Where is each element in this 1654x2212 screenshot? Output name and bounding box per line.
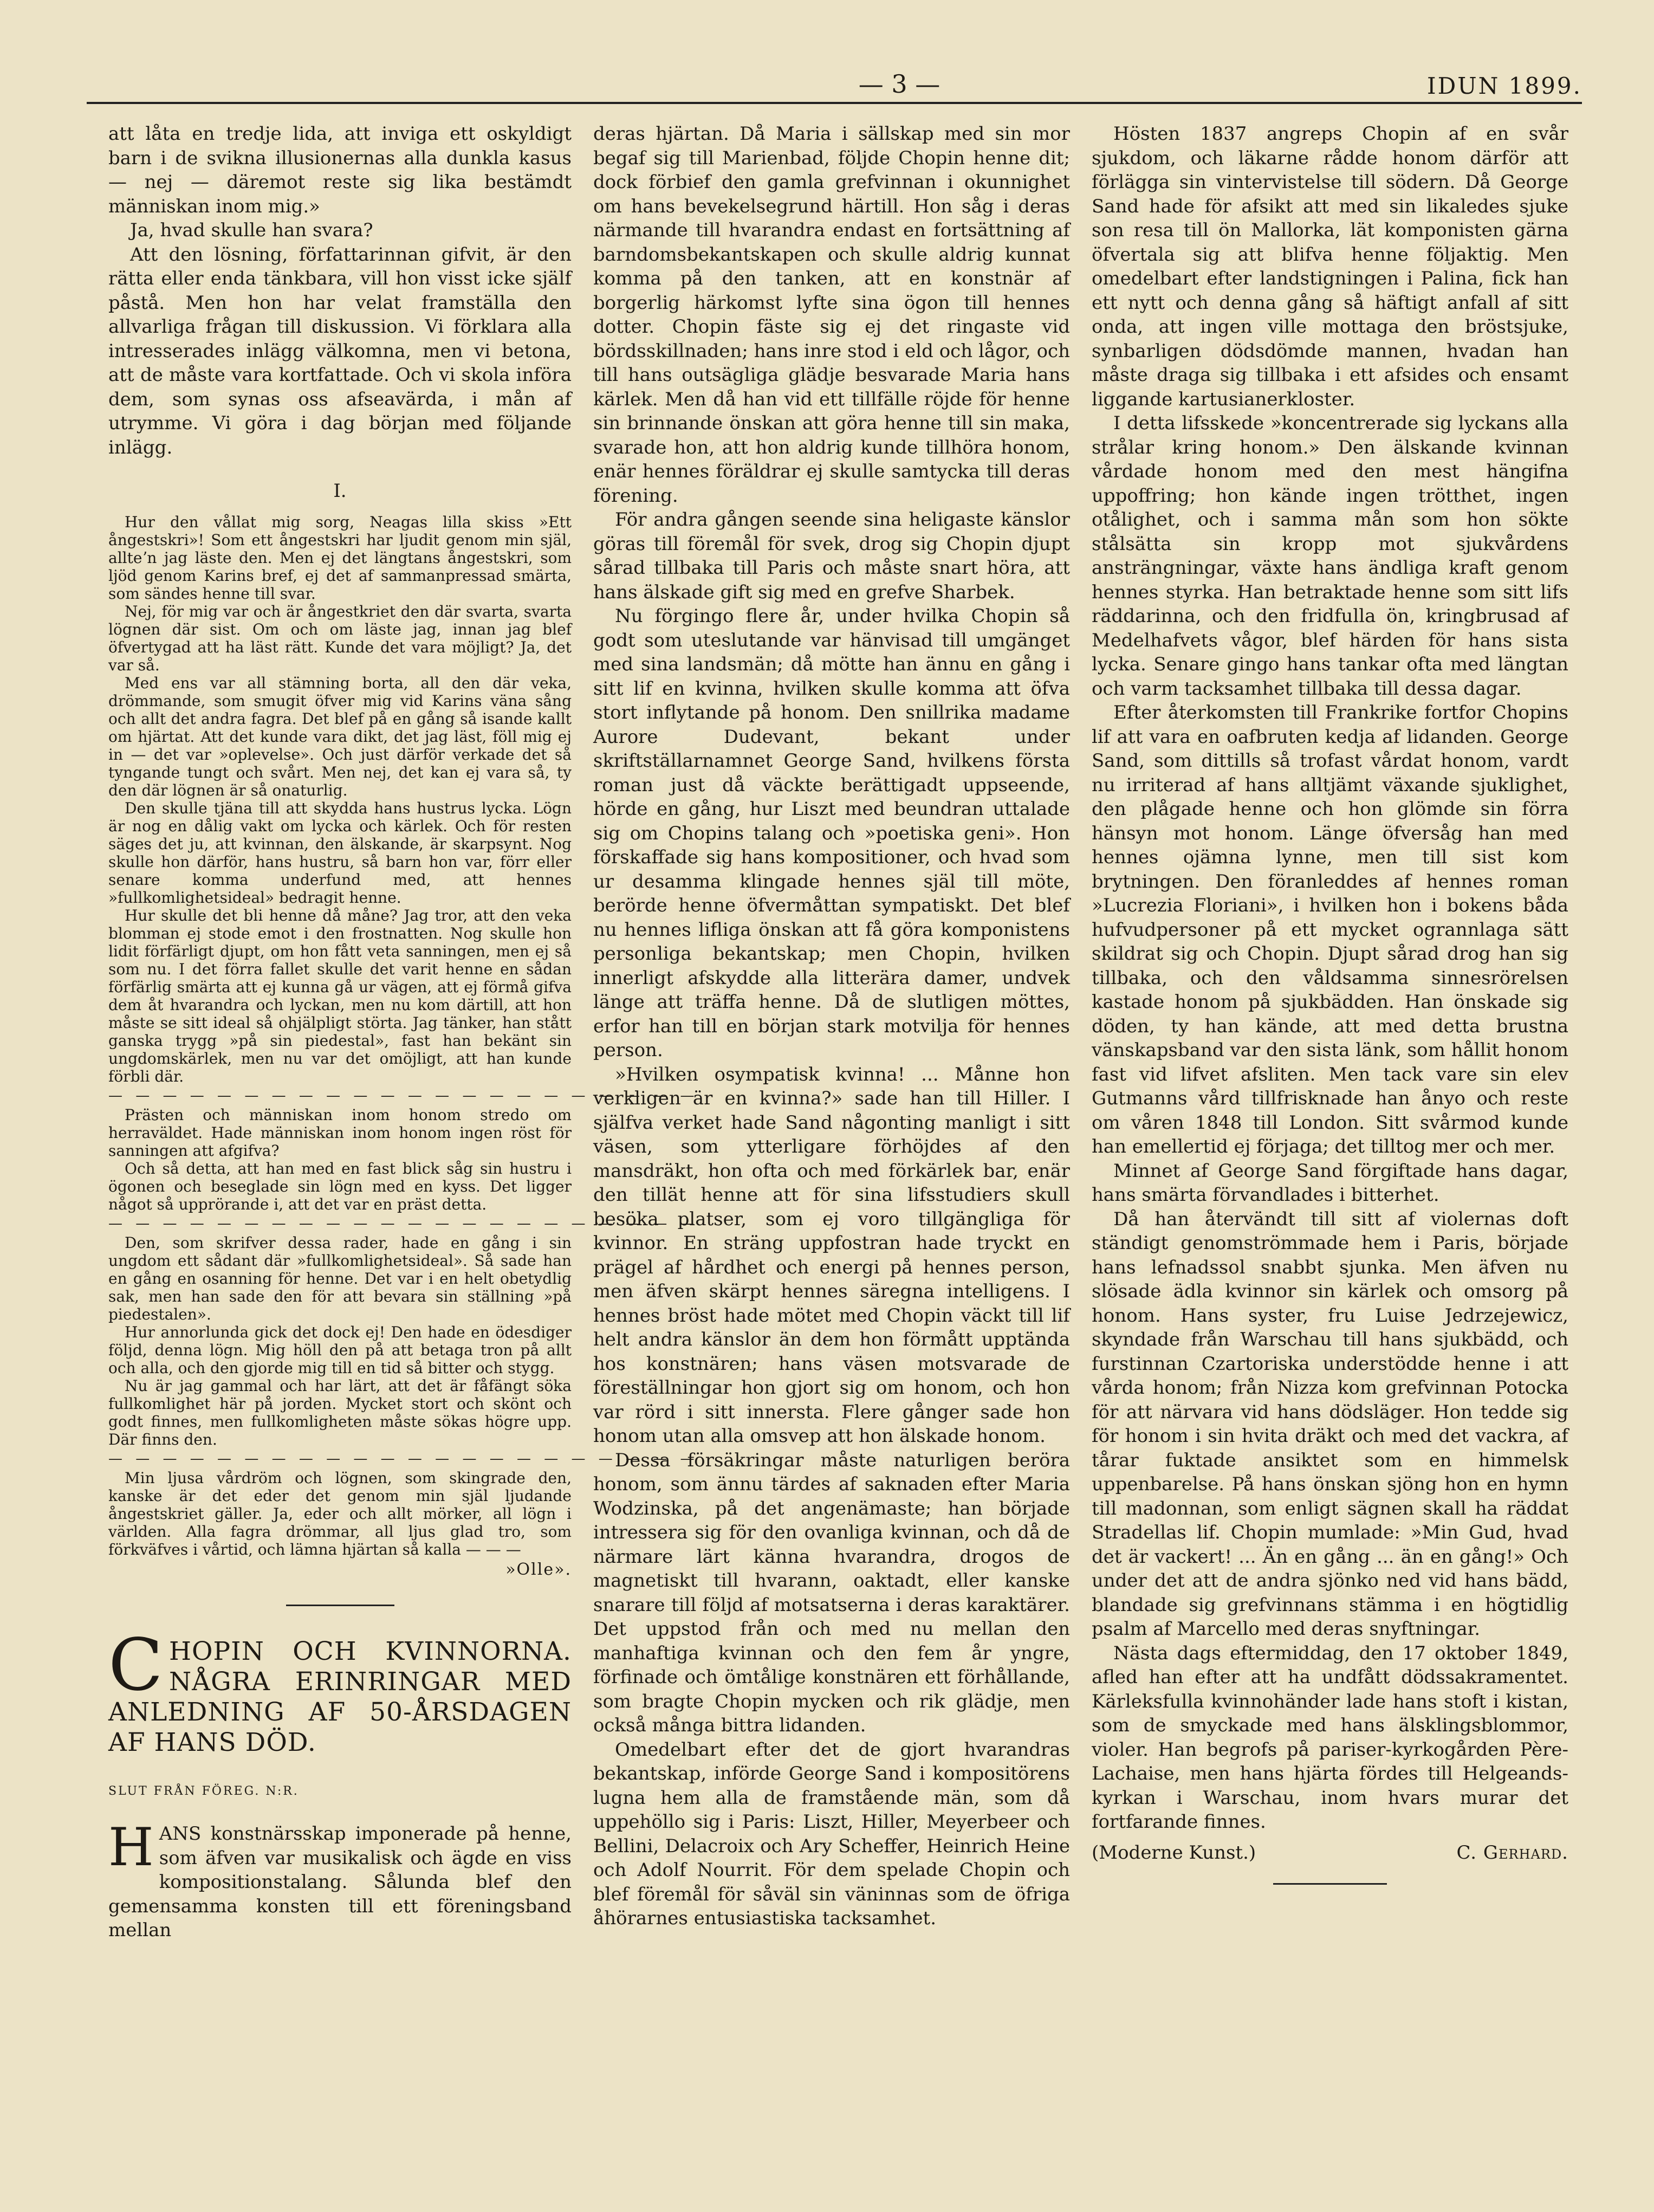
article-paragraph: Då han återvändt till sitt af violernas doft ständigt genomströmmade hem i Paris, började hans lefnadssol snabbt sjunka. Men äfven nu slösade ädla kvinnor sin kärlek och omsorg på honom. Hans syster, fru Luise Jedrzejewicz, skyndade från Warschau till hans sjukbädd, och furstinnan Czartoriska understödde henne i att vårda honom; från Nizza kom grefvinnan Potocka för att närvara vid hans dödsläger. Hon tedde sig för honom i sin hvita dräkt och med det vackra, af tårar fuktade ansiktet som en himmelsk uppenbarelse. På hans önskan sjöng hon en hymn till madonnan, som enligt sägnen skall ha räddat Stradellas lif. Chopin mumlade: »Min Gud, hvad det är vackert! ... Än en gång ... än en gång!» Och under det att de andra sjönko ned vid hans bädd, blandade sig grefvinnans stämma i en högtidlig psalm af Marcello med deras snyftningar.	[1092, 1208, 1568, 1640]
letter-paragraph: Nej, för mig var och är ångestkriet den där svarta, svarta lögnen där sist. Om och om läste jag, innan jag blef öfvertygad att ha läst rätt. Kunde det vara möjligt? Ja, det var så.	[108, 602, 572, 674]
dash-separator: — — — — — — — — — — — — — — — — — — — — — —	[108, 1215, 699, 1232]
article-paragraph: deras hjärtan. Då Maria i sällskap med sin mor begaf sig till Marienbad, följde Chopin henne dit; dock förbief den gamla grefvinnan i okunnighet om hans bevekelsegrund härtill. Hon såg i deras närmande till hvarandra endast en fortsättning af barndomsbekantskapen och skulle aldrig kunnat komma på den tanken, att en konstnär af borgerlig härkomst lyfte sina ögon till hennes dotter. Chopin fäste sig ej det ringaste vid bördsskillnaden; hans inre stod i eld och lågor, och till hans outsägliga glädje besvarade Maria hans kärlek. Men då han vid ett tillfälle röjde för henne sin brinnande önskan att göra henne till sin maka, svarade hon, att hon aldrig kunde tillhöra honom, enär hennes föräldrar ej skulle samtycka till deras förening.	[593, 123, 1070, 507]
article-paragraph: Nästa dags eftermiddag, den 17 oktober 1849, afled han efter att ha undfått dödssakramentet. Kärleksfulla kvinnohänder lade hans stoft i kistan, som de smyckade med hans älsklingsblommor, violer. Han begrofs på pariser-kyrkogården Père-Lachaise, men hans hjärta fördes till Helgeands-kyrkan i Warschau, inom hvars murar det fortfarande finnes.	[1092, 1642, 1568, 1833]
section-rule	[286, 1605, 394, 1606]
page-number: — 3 —	[858, 69, 940, 99]
intro-paragraph: att låta en tredje lida, att inviga ett oskyldigt barn i de svikna illusionernas alla dunkla kasus — nej — däremot reste sig lika bestämdt människan inom mig.»	[108, 123, 572, 217]
letter-paragraph: Min ljusa vårdröm och lögnen, som skingrade den, kanske är det eder det genom min själ ljudande ångestskriet gäller. Ja, eder och allt mörker, all lögn i världen. Alla fagra drömmar, all ljus glad tro, som förkväfves i vårtid, och lämna hjärtan så kalla — — —	[108, 1469, 572, 1558]
intro-paragraph: Ja, hvad skulle han svara?	[130, 219, 373, 241]
body-text: ANS konstnärsskap imponerade på henne, som äfven var musikalisk och ägde en viss kompositionstalang. Sålunda blef den gemensamma konsten till ett föreningsband mellan	[108, 1823, 572, 1941]
article-paragraph: »Hvilken osympatisk kvinna! ... Månne hon verkligen är en kvinna?» sade han till Hiller. I själfva verket hade Sand någonting manligt i sitt väsen, som ytterligare förhöjdes af den mansdräkt, hon ofta och med förkärlek bar, enär den tillät henne att för sina lifsstudiers skull besöka platser, som ej voro tillgängliga för kvinnor. En sträng uppfostran hade tryckt en prägel af hårdhet och energi på hennes person, men äfven skärpt hennes säregna intelligens. I hennes bröst hade mötet med Chopin väckt till lif helt andra känslor än dem hon förmått upptända hos konstnären; hans väsen motsvarade de föreställningar hon gjort sig om honom, och hon var rörd i sitt innersta. Flere gånger sade hon honom utan alla omsvep att hon älskade honom.	[593, 1063, 1070, 1447]
letter-paragraph: Nu är jag gammal och har lärt, att det är fåfängt söka fullkomlighet här på jorden. Mycket stort och skönt och godt finnes, men fullkomligheten måste sökas högre upp. Där finns den.	[108, 1376, 572, 1448]
headline-text: HOPIN OCH KVINNORNA. NÅGRA ERINRINGAR MED ANLEDNING AF 50-ÅRSDAGEN AF HANS DÖD.	[108, 1636, 572, 1757]
letter-signature: »Olle».	[505, 1560, 572, 1579]
article-paragraph	[108, 1817, 572, 1943]
letter-paragraph: Hur annorlunda gick det dock ej! Den hade en ödesdiger följd, denna lögn. Mig höll den på att betaga tron på allt och alla, och den gjorde mig till en tid så bitter och stygg.	[108, 1323, 572, 1377]
article-paragraph: För andra gången seende sina heligaste känslor göras till föremål för svek, drog sig Chopin djupt sårad tillbaka till Paris och måste snart höra, att hans älskade gift sig med en grefve Sharbek.	[593, 509, 1070, 603]
article-signature	[1092, 1841, 1568, 1865]
page-header	[87, 61, 1582, 109]
masthead: IDUN 1899.	[1427, 73, 1582, 99]
article-paragraph: Minnet af George Sand förgiftade hans dagar, hans smärta förvandlades i bitterhet.	[1092, 1160, 1568, 1206]
article-paragraph: Hösten 1837 angreps Chopin af en svår sjukdom, och läkarne rådde honom därför att förlägga sin vintervistelse till södern. Då George Sand hade för afsikt att med sin likaledes sjuke son resa till ön Mallorka, lät komponisten gärna öfvertala sig att blifva henne följaktig. Men omedelbart efter landstigningen i Palina, fick han ett nytt och denna gång så häftigt anfall af sitt onda, att ingen ville mottaga den bröstsjuke, synbarligen dödsdömde mannen, hvadan han måste draga sig tillbaka i ett afsides och ensamt liggande kartusianerkloster.	[1092, 123, 1568, 410]
body-dropcap: H	[108, 1817, 154, 1878]
article-headline	[108, 1623, 572, 1758]
end-rule	[1273, 1883, 1387, 1885]
letter-paragraph: Hur den vållat mig sorg, Neagas lilla skiss »Ett ångestskri»! Som ett ångestskri har ljudit genom min själ, allteʼn jag läste den. Men ej det längtans ångestskri, som ljöd genom Karins bref, ej det af sammanpressad smärta, som sändes henne till svar.	[108, 513, 572, 603]
intro-paragraph: Att den lösning, författarinnan gifvit, är den rätta eller enda tänkbara, vill hon visst icke själf påstå. Men hon har velat framställa den allvarliga frågan till diskussion. Vi förklara alla intresserades inlägg välkomna, men vi betona, att de måste vara kortfattade. Och vi skola införa dem, som synas oss afseavärda, i mån af utrymme. Vi göra i dag början med följande inlägg.	[108, 243, 572, 458]
continued-note: SLUT FRÅN FÖREG. N:R.	[108, 1784, 299, 1798]
source-credit: (Moderne Kunst.)	[1092, 1841, 1256, 1864]
article-paragraph: Nu förgingo flere år, under hvilka Chopin så godt som uteslutande var hänvisad till umgänget med sina landsmän; då mötte han ännu en gång i sitt lif en kvinna, hvilken skulle komma att öfva stort inflytande på honom. Den snillrika madame Aurore Dudevant, bekant under skriftställarnamnet George Sand, hvilkens första roman just då väckte berättigadt uppseende, hörde en gång, hur Liszt med beundran uttalade sig om Chopins talang och »poetiska geni». Hon förskaffade sig hans kompositioner, och hvad som ur desamma klingade hennes själ till möte, berörde henne öfvermåttan sympatiskt. Det blef nu hennes lifliga önskan att få göra komponistens personliga bekantskap; men Chopin, hvilken innerligt afskydde alla litterära damer, undvek länge att träffa henne. Då de slutligen möttes, erfor han till en början stark motvilja för hennes person.	[593, 605, 1070, 1061]
headline-dropcap: C	[108, 1623, 164, 1707]
section-numeral: I.	[333, 480, 347, 502]
column-1	[108, 122, 699, 2056]
article-paragraph: I detta lifsskede »koncentrerade sig lyckans alla strålar kring honom.» Den älskande kvinnan vårdade honom med den mest hängifna uppoffring; hon kände ingen trötthet, ingen otålighet, och i samma mån som hon sökte stålsätta sin kropp mot sjukvårdens ansträngningar, växte hans ändliga kraft genom hennes styrka. Han betraktade henne som sitt lifs räddarinna, och den fridfulla ön, kringbrusad af Medelhafvets vågor, blef härden för hans sista lycka. Senare gingo hans tankar ofta med längtan och varm tacksamhet tillbaka till dessa dagar.	[1092, 412, 1568, 700]
dash-separator: — — — — — — — — — — — — — — — — — — — — — —	[108, 1087, 699, 1104]
column-2	[593, 122, 1070, 2084]
header-rule	[87, 102, 1582, 104]
letter-paragraph: Hur skulle det bli henne då måne? Jag tror, att den veka blomman ej stode emot i den frostnatten. Nog skulle hon lidit förfärligt djupt, om hon fått veta sanningen, men ej så som nu. I det förra fallet skulle det varit henne en sådan förfärlig smärta att ej kunna gå ur vägen, att ej förmå gifva dem åt hvarandra och lyckan, men nu kom därtill, att hon måste se sitt ideal så ohjälpligt störta. Jag tänker, han stått ganska trygg »på sin piedestal», fast han bekänt sin ungdomskärlek, men nu var det omöjligt, att han kunde förbli där.	[108, 906, 572, 1085]
article-paragraph: Omedelbart efter det de gjort hvarandras bekantskap, införde George Sand i kompositörens lugna hem alla de framstående män, som då uppehöllo sig i Paris: Liszt, Hiller, Meyerbeer och Bellini, Delacroix och Ary Scheffer, Heinrich Heine och Adolf Nourrit. För dem spelade Chopin och blef föremål för såväl sin väninnas som de öfriga åhörarnes entusiastiska tacksamhet.	[593, 1738, 1070, 1929]
article-paragraph: Efter återkomsten till Frankrike fortfor Chopins lif att vara en oafbruten kedja af lidanden. George Sand, som dittills så trofast vårdat honom, vardt nu irriterad af hans alltjämt växande sjuklighet, den plågade henne och hon glömde sin förra hänsyn mot honom. Länge öfversåg han med hennes ojämna lynne, men till sist kom brytningen. Den föranleddes af hennes roman »Lucrezia Floriani», i hvilken hon i bokens båda hufvudpersoner på ett mycket ogrannlaga sätt skildrat sig och Chopin. Djupt sårad drog han sig tillbaka, och den våldsamma sinnesrörelsen kastade honom på sjukbädden. Han önskade sig döden, ty han kände, att med detta brustna vänskapsband var den sista länk, som hållit honom fast vid lifvet afsliten. Men tack vare sin elev Gutmanns vård tillfrisknade han ånyo och reste om våren 1848 till London. Sitt svårmod kunde han emellertid ej förjaga; det tilltog mer och mer.	[1092, 702, 1568, 1157]
column-3	[1092, 122, 1568, 2084]
letter-paragraph: Med ens var all stämning borta, all den där veka, drömmande, som smugit öfver mig vid Karins väna sång och allt det andra fagra. Det blef på en gång så isande kallt om hjärtat. Att det kunde vara dikt, det jag läst, föll mig ej in — det var »oplevelse». Och just därför verkade det så tyngande tungt och svårt. Men nej, det kan ej vara så, ty den där lögnen är så onaturlig.	[108, 674, 572, 799]
letter-paragraph: Prästen och människan inom honom stredo om herraväldet. Hade människan inom honom ingen röst för sanningen att afgifva?	[108, 1105, 572, 1160]
article-paragraph: Dessa försäkringar måste naturligen beröra honom, som ännu tärdes af saknaden efter Maria Wodzinska, på det angenämaste; han började intressera sig för den ovanliga kvinnan, och då de närmare lärt känna hvarandra, drogos de magnetiskt till hvarann, oaktadt, eller kanske snarare till följd af motsatserna i deras karaktärer. Det uppstod från och med nu mellan den manhaftiga kvinnan och den fem år yngre, förfinade och ömtålige konstnären ett förhållande, som bragte Chopin mycken och rik glädje, men också många bittra lidanden.	[593, 1449, 1070, 1736]
author-name: C. Gerhard.	[1456, 1841, 1568, 1864]
dash-separator: — — — — — — — — — — — — — — — — — — — — — —	[108, 1450, 699, 1467]
letter-paragraph: Den, som skrifver dessa rader, hade en gång i sin ungdom ett sådant där »fullkomlighetsideal». Så sade han en gång en osanning för henne. Det var i en helt obetydlig sak, men han sade den för att bevara sin ställning »på piedestalen».	[108, 1233, 572, 1323]
reader-letter	[108, 513, 699, 1579]
letter-paragraph: Och så detta, att han med en fast blick såg sin hustru i ögonen och beseglade sin lögn med en kyss. Det ligger något så upprörande i, att det var en präst detta.	[108, 1159, 572, 1213]
letter-paragraph: Den skulle tjäna till att skydda hans hustrus lycka. Lögn är nog en dålig vakt om lycka och kärlek. Och för resten säges det ju, att kvinnan, den älskande, är skarpsynt. Nog skulle hon därför, hans hustru, så barn hon var, förr eller senare komma underfund med, att hennes »fullkomlighetsideal» bedragit henne.	[108, 799, 572, 907]
